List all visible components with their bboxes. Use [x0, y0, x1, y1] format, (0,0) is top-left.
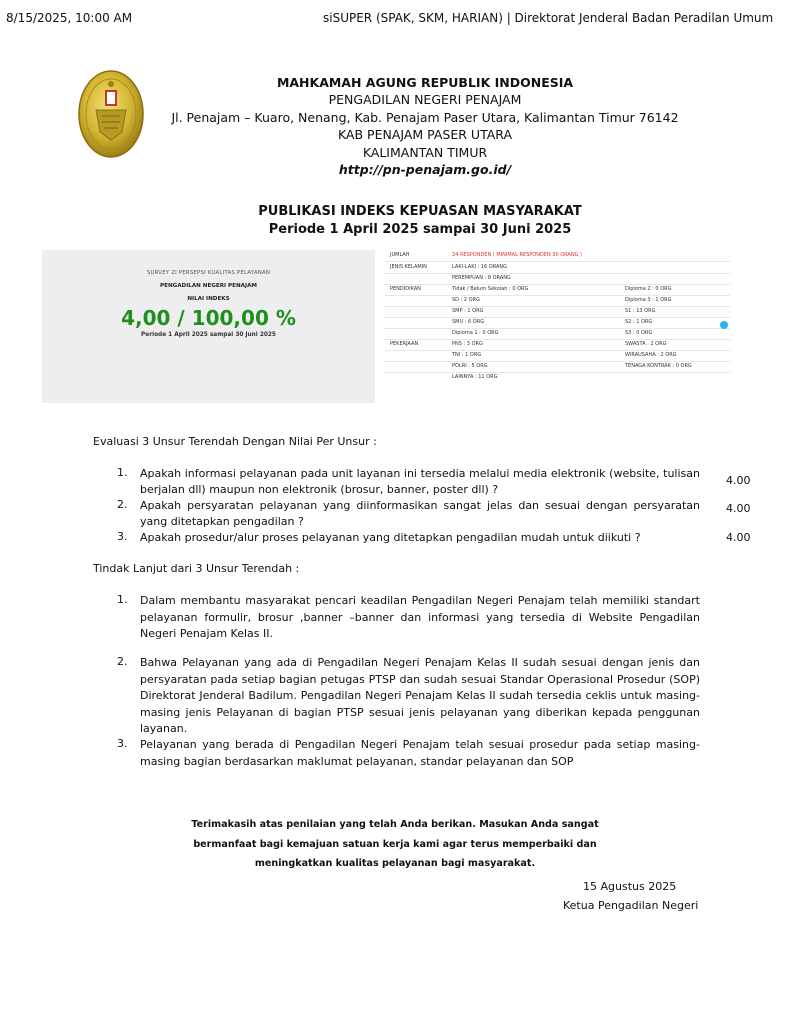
cell: LAINNYA : 11 ORG — [452, 374, 498, 380]
document-date: 15 Agustus 2025 — [583, 880, 677, 893]
followup-item-number: 2. — [117, 655, 128, 668]
evaluation-item-text: Apakah prosedur/alur proses pelayanan yang ditetapkan pengadilan mudah untuk diikuti ? — [140, 531, 641, 544]
publication-period: Periode 1 April 2025 sampai 30 Juni 2025 — [268, 222, 572, 237]
evaluation-item-text: Apakah informasi pelayanan pada unit layanan ini tersedia melalui media elektronik (website, tulisan berjalan dll) maupun non elektronik (brosur, banner, poster dll) ? — [140, 467, 700, 497]
cell: TNI : 1 ORG — [452, 352, 482, 358]
row-label: PEKERJAAN — [390, 341, 419, 347]
followup-item-number: 3. — [117, 737, 128, 750]
closing-message — [180, 815, 610, 874]
cell: Tidak / Belum Sekolah : 0 ORG — [452, 286, 529, 292]
court-address: Jl. Penajam – Kuaro, Nenang, Kab. Penajam Paser Utara, Kalimantan Timur 76142 — [171, 109, 679, 125]
table-row — [385, 372, 730, 383]
evaluation-item-score: 4.00 — [726, 531, 751, 544]
row-label: PENDIDIKAN — [390, 286, 421, 292]
evaluation-item-number: 2. — [117, 498, 128, 511]
print-page-title: siSUPER (SPAK, SKM, HARIAN) | Direktorat Jenderal Badan Peradilan Umum — [323, 11, 774, 25]
survey-index-value: 4,00 / 100,00 % — [121, 306, 296, 330]
cell: Diploma 3 : 1 ORG — [625, 297, 672, 303]
table-row — [385, 250, 730, 262]
cell: S3 : 0 ORG — [625, 330, 653, 336]
cell: SWASTA : 2 ORG — [625, 341, 667, 347]
cell: S1 : 13 ORG — [625, 308, 656, 314]
province: KALIMANTAN TIMUR — [362, 144, 488, 160]
cell: PEREMPUAN : 8 ORANG — [452, 275, 511, 281]
scroll-indicator-icon[interactable] — [720, 321, 728, 329]
followup-title: Tindak Lanjut dari 3 Unsur Terendah : — [93, 562, 300, 575]
closing-line: Terimakasih atas penilaian yang telah Anda berikan. Masukan Anda sangat — [191, 819, 599, 830]
cell: POLRI : 5 ORG — [452, 363, 488, 369]
court-website: http://pn-penajam.go.id/ — [338, 162, 512, 178]
evaluation-item-score: 4.00 — [726, 502, 751, 515]
evaluation-item-number: 1. — [117, 466, 128, 479]
cell: TENAGA KONTRAK : 0 ORG — [625, 363, 692, 369]
evaluation-title: Evaluasi 3 Unsur Terendah Dengan Nilai Per Unsur : — [93, 435, 377, 448]
print-datetime: 8/15/2025, 10:00 AM — [6, 11, 133, 25]
respondent-table — [385, 250, 730, 388]
cell: Diploma 1 : 0 ORG — [452, 330, 499, 336]
cell: S2 : 1 ORG — [625, 319, 653, 325]
publication-heading — [150, 203, 690, 239]
respondent-total: 24 RESPONDEN ( MINIMAL RESPONDEN 30 ORANG ) — [452, 252, 583, 258]
publication-title: PUBLIKASI INDEKS KEPUASAN MASYARAKAT — [258, 204, 582, 219]
institution-name: MAHKAMAH AGUNG REPUBLIK INDONESIA — [276, 75, 574, 90]
followup-item-number: 1. — [117, 593, 128, 606]
cell: SMP : 1 ORG — [452, 308, 484, 314]
followup-item-text: Dalam membantu masyarakat pencari keadilan Pengadilan Negeri Penajam telah memiliki standart pelayanan formulir, brosur ,banner –banner dan informasi yang tersedia di Website Pengadilan Negeri Penajam Kelas II. — [140, 594, 700, 641]
closing-line: bermanfaat bagi kemajuan satuan kerja kami agar terus memperbaiki dan — [193, 838, 597, 850]
survey-label: NILAI INDEKS — [187, 296, 230, 302]
cell: Diploma 2 : 0 ORG — [625, 286, 672, 292]
cell: SD : 2 ORG — [452, 297, 480, 303]
regency: KAB PENAJAM PASER UTARA — [337, 127, 513, 143]
cell: LAKI-LAKI : 16 ORANG — [452, 264, 508, 270]
evaluation-item-score: 4.00 — [726, 474, 751, 487]
row-label: JENIS KELAMIN — [390, 264, 427, 270]
survey-court: PENGADILAN NEGERI PENAJAM — [160, 283, 257, 289]
cell: PNS : 3 ORG — [452, 341, 483, 347]
cell: WIRAUSAHA : 2 ORG — [625, 352, 677, 358]
court-name: PENGADILAN NEGERI PENAJAM — [328, 92, 522, 108]
survey-index-panel — [42, 250, 375, 403]
survey-heading: SURVEY ZI PERSEPSI KUALITAS PELAYANAN — [146, 270, 271, 276]
letterhead — [170, 74, 680, 178]
evaluation-item-number: 3. — [117, 530, 128, 543]
evaluation-item-text: Apakah persyaratan pelayanan yang diinformasikan sangat jelas dan sesuai dengan persyaratan yang ditetapkan pengadilan ? — [140, 499, 700, 529]
followup-item-text: Pelayanan yang berada di Pengadilan Negeri Penajam telah sesuai prosedur pada setiap masing-masing bagian berdasarkan maklumat pelayanan, standar pelayanan dan SOP — [140, 738, 700, 768]
cell: SMU : 6 ORG — [452, 319, 485, 325]
survey-period: Periode 1 April 2025 sampai 30 Juni 2025 — [141, 332, 276, 338]
followup-item-text: Bahwa Pelayanan yang ada di Pengadilan Negeri Penajam Kelas II sudah sesuai dengan jenis dan persyaratan pada setiap bagian petugas PTSP dan sudah sesuai Standar Operasional Prosedur (SOP) Direktorat Jenderal Badilum. Pengadilan Negeri Penajam Kelas II sudah tersedia ceklis untuk masing-masing jenis Pelayanan di bagian PTSP sesuai jenis pelayanan yang diberikan kepada penggunan layanan. — [140, 656, 700, 736]
mahkamah-agung-logo — [78, 70, 144, 158]
row-label: JUMLAH — [390, 252, 410, 258]
signatory-title: Ketua Pengadilan Negeri — [563, 899, 699, 912]
closing-line: meningkatkan kualitas pelayanan bagi masyarakat. — [254, 858, 536, 869]
